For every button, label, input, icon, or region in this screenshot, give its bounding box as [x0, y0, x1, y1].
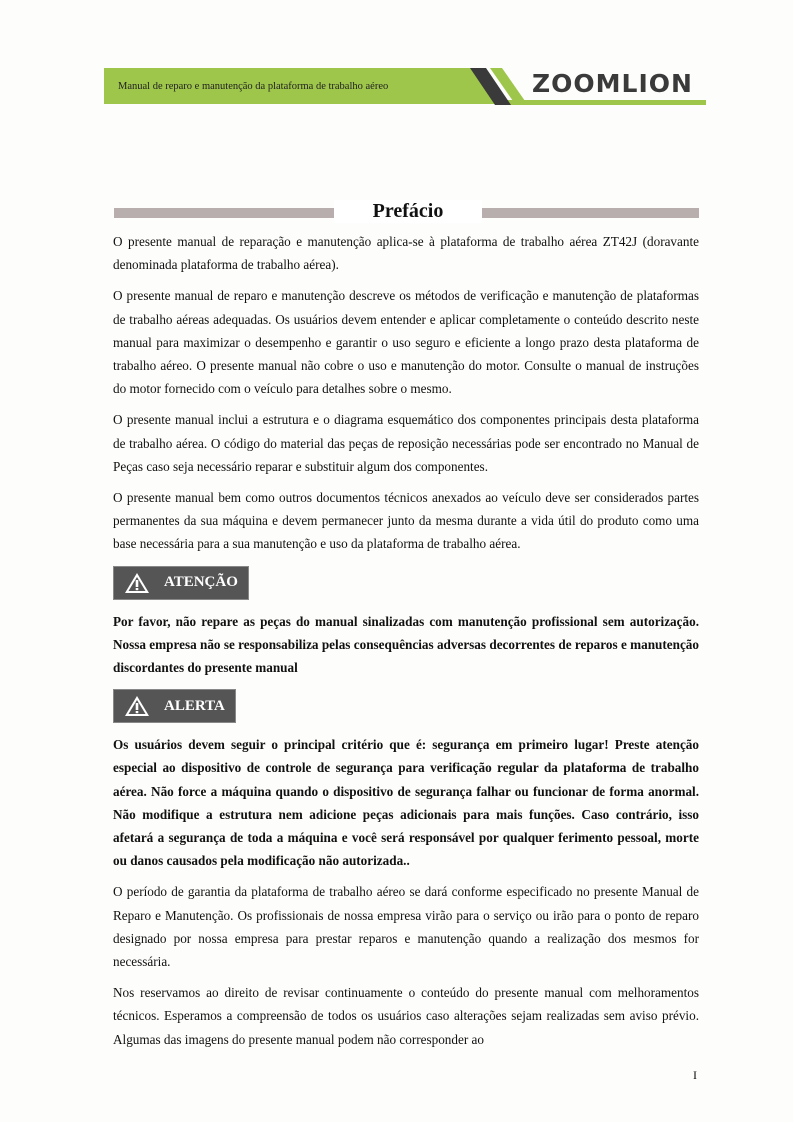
attention-label: ATENÇÃO	[164, 574, 238, 591]
paragraph: Nos reservamos ao direito de revisar continuamente o conteúdo do presente manual com melhoramentos técnicos. Esperamos a compreensão de todos os usuários caso alterações sejam realizadas sem aviso prévio. Algumas das imagens do presente manual podem não corresponder ao	[113, 985, 699, 1047]
paragraph: O período de garantia da plataforma de trabalho aéreo se dará conforme especificado no presente Manual de Reparo e Manutenção. Os profissionais de nossa empresa virão para o serviço ou irão para o ponto de reparo designado por nossa empresa para prestar reparos e manutenção quando a realização dos mesmos for necessária.	[113, 884, 699, 970]
warning-icon	[124, 572, 150, 594]
title-rule-right	[482, 208, 699, 218]
page-header	[104, 68, 706, 106]
page-title: Prefácio	[334, 200, 482, 223]
page-title-row	[114, 198, 699, 228]
paragraph: O presente manual de reparo e manutenção descreve os métodos de verificação e manutenção de plataformas de trabalho aéreas adequadas. Os usuários devem entender e aplicar completamente o conteúdo descrito neste manual para maximizar o desempenho e garantir o uso seguro e eficiente a longo prazo desta plataforma de trabalho aéreo. O presente manual não cobre o uso e manutenção do motor. Consulte o manual de instruções do motor fornecido com o veículo para detalhes sobre o mesmo.	[113, 288, 699, 397]
warning-icon	[124, 695, 150, 717]
attention-badge	[113, 566, 249, 600]
alert-text: Os usuários devem seguir o principal critério que é: segurança em primeiro lugar! Preste atenção especial ao dispositivo de controle de segurança para verificação regular da plataforma de trabalho aérea. Não force a máquina quando o dispositivo de segurança falhar ou funcionar de forma anormal. Não modifique a estrutura nem adicione peças adicionais para mais funções. Caso contrário, isso afetará a segurança de toda a máquina e você será responsável por qualquer ferimento pessoal, morte ou danos causados pela modificação não autorizada..	[113, 737, 699, 869]
paragraph: O presente manual inclui a estrutura e o diagrama esquemático dos componentes principais desta plataforma de trabalho aérea. O código do material das peças de reposição necessárias pode ser encontrado no Manual de Peças caso seja necessário reparar e substituir algum dos componentes.	[113, 412, 699, 474]
title-rule-left	[114, 208, 334, 218]
paragraph: O presente manual bem como outros documentos técnicos anexados ao veículo deve ser considerados partes permanentes da sua máquina e devem permanecer junto da mesma durante a vida útil do produto como uma base necessária para a sua manutenção e uso da plataforma de trabalho aérea.	[113, 490, 699, 552]
attention-text: Por favor, não repare as peças do manual sinalizadas com manutenção profissional sem autorização. Nossa empresa não se responsabiliza pelas consequências adversas decorrentes de reparos e manutenção discordantes do presente manual	[113, 613, 699, 676]
paragraph: O presente manual de reparação e manutenção aplica-se à plataforma de trabalho aérea ZT42J (doravante denominada plataforma de trabalho aérea).	[113, 234, 699, 273]
header-title: Manual de reparo e manutenção da plataforma de trabalho aéreo	[118, 81, 389, 92]
document-body	[113, 230, 699, 1059]
alert-label: ALERTA	[164, 697, 225, 714]
alert-badge	[113, 689, 236, 723]
page-number: I	[693, 1068, 697, 1082]
zoomlion-logo: ZOOMLION	[532, 69, 693, 98]
